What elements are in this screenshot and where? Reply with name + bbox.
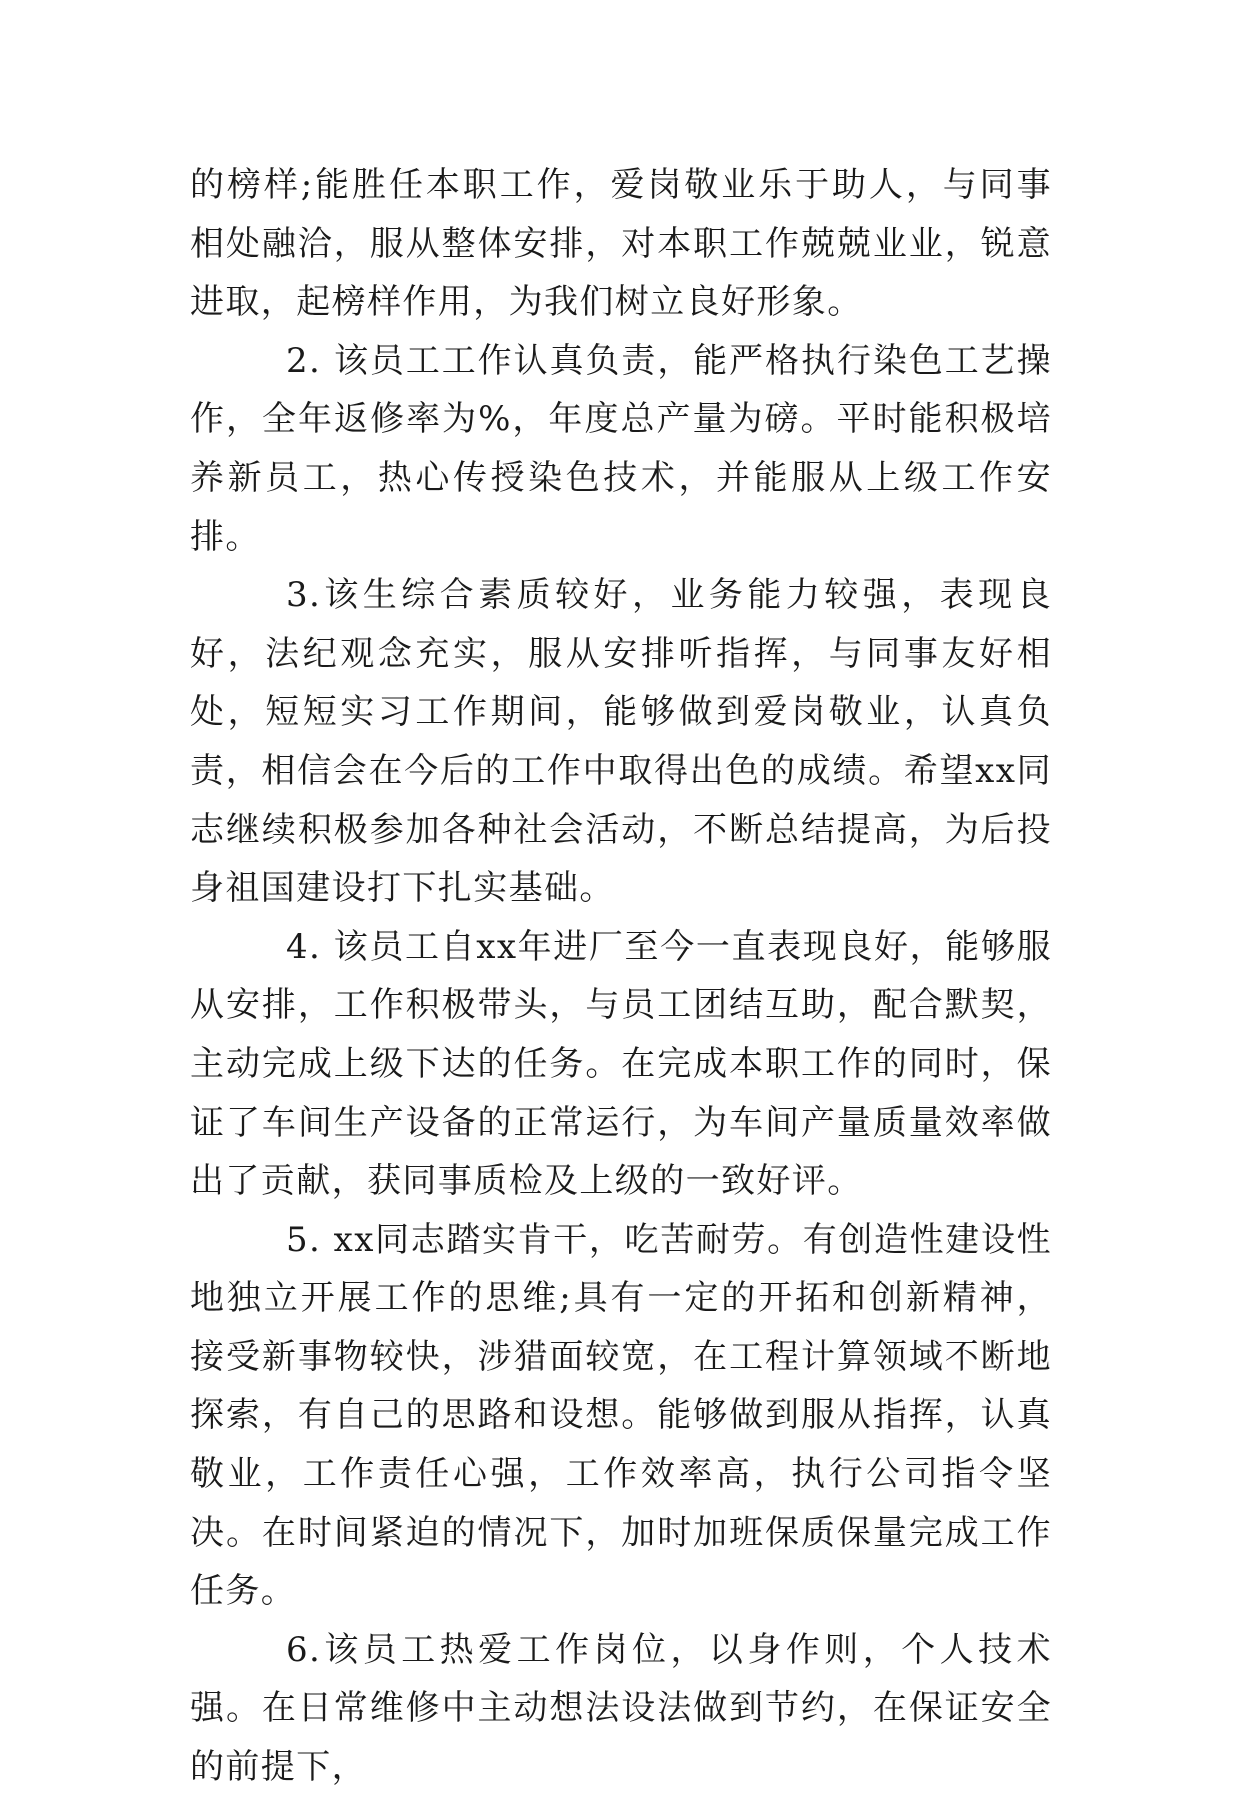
paragraph-continuation: 的榜样;能胜任本职工作，爱岗敬业乐于助人，与同事相处融洽，服从整体安排，对本职工作兢兢业业，锐意进取，起榜样作用，为我们树立良好形象。 <box>190 165 1052 323</box>
paragraph-item-4: 4. 该员工自xx年进厂至今一直表现良好，能够服从安排，工作积极带头，与员工团结互助，配合默契，主动完成上级下达的任务。在完成本职工作的同时，保证了车间生产设备的正常运行，为车间产量质量效率做出了贡献，获同事质检及上级的一致好评。 <box>190 926 1052 1202</box>
paragraph-item-3: 3.该生综合素质较好，业务能力较强，表现良好，法纪观念充实，服从安排听指挥，与同事友好相处，短短实习工作期间，能够做到爱岗敬业，认真负责，相信会在今后的工作中取得出色的成绩。希望xx同志继续积极参加各种社会活动，不断总结提高，为后投身祖国建设打下扎实基础。 <box>190 575 1052 909</box>
paragraph-item-6: 6.该员工热爱工作岗位，以身作则，个人技术强。在日常维修中主动想法设法做到节约，在保证安全的前提下， <box>190 1629 1052 1788</box>
document-body <box>190 156 1052 1797</box>
paragraph-item-2: 2. 该员工工作认真负责，能严格执行染色工艺操作，全年返修率为%，年度总产量为磅。平时能积极培养新员工，热心传授染色技术，并能服从上级工作安排。 <box>190 340 1052 557</box>
paragraph-item-5: 5. xx同志踏实肯干，吃苦耐劳。有创造性建设性地独立开展工作的思维;具有一定的开拓和创新精神，接受新事物较快，涉猎面较宽，在工程计算领域不断地探索，有自己的思路和设想。能够做到服从指挥，认真敬业，工作责任心强，工作效率高，执行公司指令坚决。在时间紧迫的情况下，加时加班保质保量完成工作任务。 <box>190 1219 1052 1612</box>
